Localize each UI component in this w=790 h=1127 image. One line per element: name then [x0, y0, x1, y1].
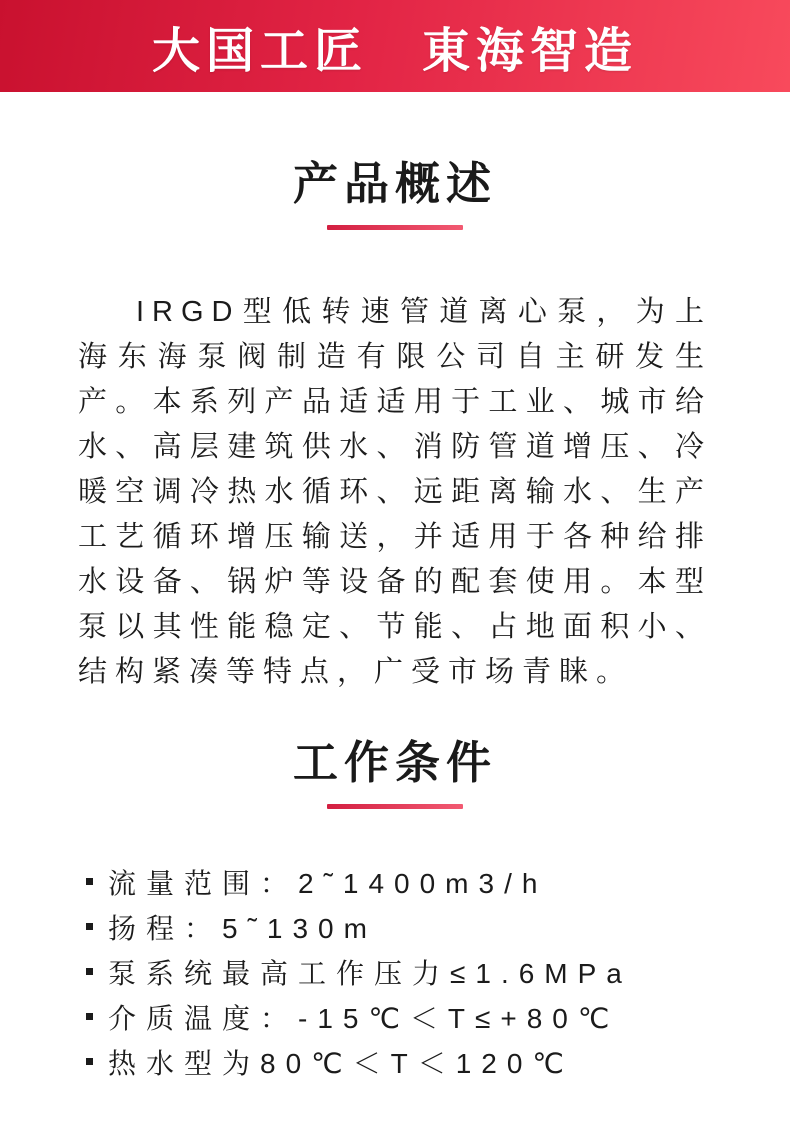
condition-item-max-pressure [86, 949, 730, 994]
title-underline-accent [327, 804, 463, 809]
title-underline-accent [327, 225, 463, 230]
condition-item-head [86, 904, 730, 949]
brand-banner-title: 大国工匠 東海智造 [151, 24, 638, 78]
brand-banner [0, 0, 790, 92]
condition-item-label: 泵系统最高工作压力≤1.6MPa [108, 957, 632, 989]
condition-item-hot-water-type [86, 1039, 730, 1084]
condition-item-medium-temperature [86, 994, 730, 1039]
condition-item-flow-range [86, 859, 730, 904]
condition-item-label: 介质温度：-15℃＜T≤+80℃ [108, 1002, 620, 1034]
condition-item-label: 扬程：5˜130m [108, 912, 377, 944]
working-conditions-list [86, 859, 730, 1084]
bullet-dot-icon [86, 968, 93, 975]
condition-item-label: 流量范围：2˜1400m3/h [108, 867, 548, 899]
bullet-dot-icon [86, 878, 93, 885]
product-overview-paragraph: IRGD型低转速管道离心泵，为上海东海泵阀制造有限公司自主研发生产。本系列产品适适用于工业、城市给水、高层建筑供水、消防管道增压、冷暖空调冷热水循环、远距离输水、生产工艺循环增压输送，并适用于各种给排水设备、锅炉等设备的配套使用。本型泵以其性能稳定、节能、占地面积小、结构紧凑等特点，广受市场青睐。 [78, 296, 712, 688]
product-overview-title: 产品概述 [292, 158, 497, 209]
bullet-dot-icon [86, 923, 93, 930]
bullet-dot-icon [86, 1013, 93, 1020]
working-conditions-title: 工作条件 [292, 737, 497, 788]
condition-item-label: 热水型为80℃＜T＜120℃ [108, 1047, 574, 1079]
bullet-dot-icon [86, 1058, 93, 1065]
section-product-overview [0, 158, 790, 695]
section-working-conditions [0, 737, 790, 1084]
